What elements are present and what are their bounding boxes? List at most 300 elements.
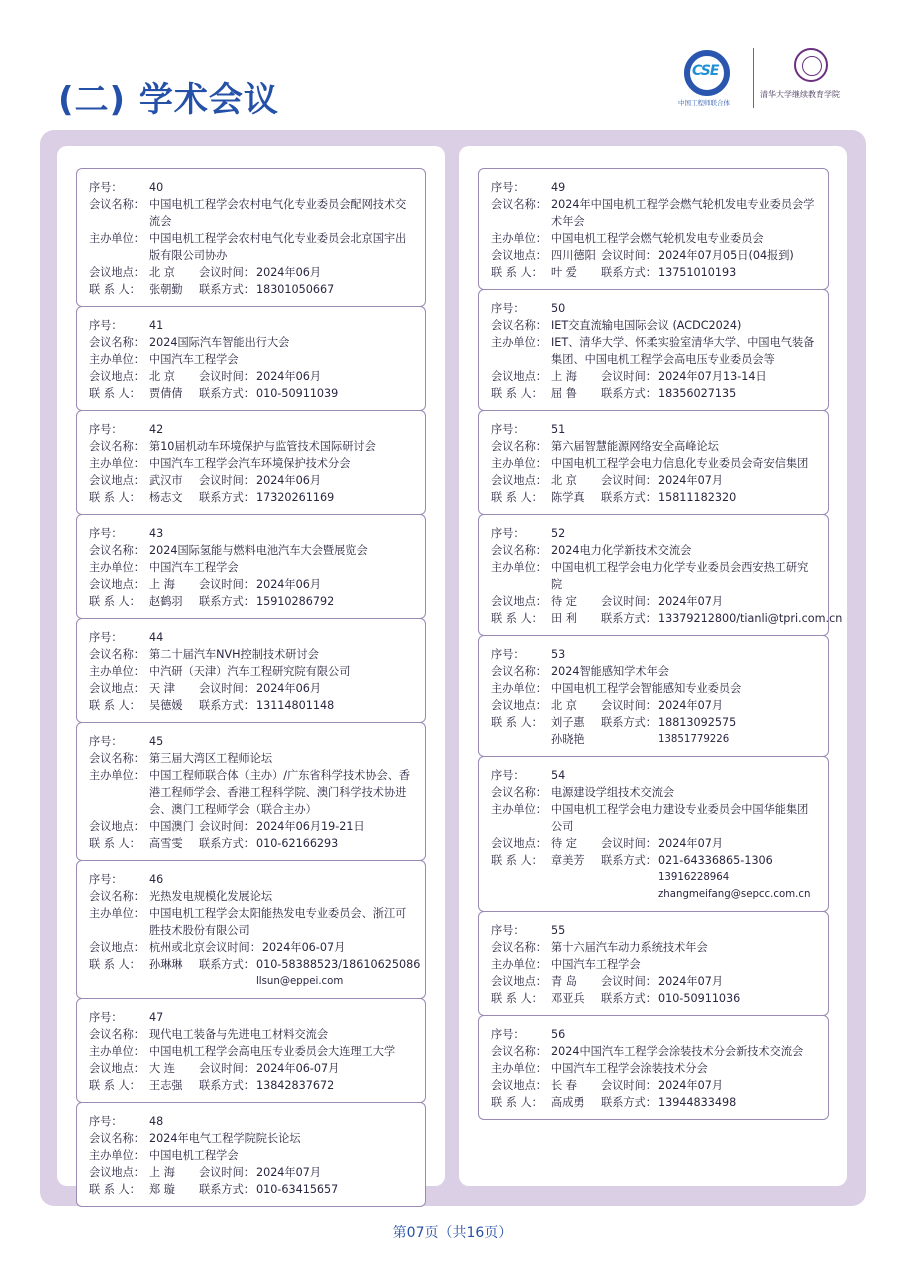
contact-phone: 010-50911036 xyxy=(657,992,741,1005)
host-organization: 中汽研（天津）汽车工程研究院有限公司 xyxy=(149,665,351,678)
card-number-row xyxy=(491,525,818,542)
conference-place: 上 海 xyxy=(149,1166,175,1179)
place-time-pair xyxy=(551,593,818,610)
contact-phone: 010-58388523/18610625086 xyxy=(255,958,421,971)
tsinghua-logo-caption: 清华大学继续教育学院 xyxy=(760,90,840,99)
place-time-row xyxy=(89,576,415,593)
time-label: 会议时间： xyxy=(199,474,255,487)
contact-phones xyxy=(256,281,334,298)
phone-label: 联系方式： xyxy=(199,1183,255,1196)
host-organization: 中国汽车工程学会 xyxy=(551,958,641,971)
contact-names xyxy=(149,835,199,852)
host-organization: 中国电机工程学会智能感知专业委员会 xyxy=(551,682,742,695)
place-time-pair xyxy=(149,818,415,835)
conference-name-label: 会议名称： xyxy=(89,752,145,765)
conference-time: 2024年06月19-21日 xyxy=(255,820,365,833)
conference-place: 四川德阳 xyxy=(551,249,596,262)
contact-phone: 010-63415657 xyxy=(255,1183,339,1196)
card-number: 41 xyxy=(149,319,164,332)
conference-place: 北 京 xyxy=(149,370,175,383)
host-organization: 中国汽车工程学会 xyxy=(149,561,239,574)
conference-place: 大 连 xyxy=(149,1062,175,1075)
contact-row xyxy=(491,264,818,281)
phone-label: 联系方式： xyxy=(199,491,255,504)
place-label: 会议地点： xyxy=(89,820,145,833)
card-number: 47 xyxy=(149,1011,164,1024)
contact-phone-pair xyxy=(149,281,415,298)
conference-time: 2024年07月 xyxy=(255,1166,322,1179)
contact-phone-pair xyxy=(149,593,415,610)
contact-phone-pair xyxy=(149,956,420,990)
conference-card xyxy=(76,860,426,999)
contact-phones xyxy=(256,385,338,402)
conference-name-label: 会议名称： xyxy=(89,1132,145,1145)
conference-name-row xyxy=(491,784,818,801)
conference-place: 待 定 xyxy=(551,595,577,608)
conference-card xyxy=(478,410,829,515)
contact-phones xyxy=(658,1094,736,1111)
contact-label: 联 系 人： xyxy=(89,491,141,504)
contact-name: 叶 爱 xyxy=(551,266,577,279)
host-organization: 中国电机工程学会太阳能热发电专业委员会、浙江可胜技术股份有限公司 xyxy=(149,907,407,937)
place-time-pair xyxy=(551,973,818,990)
place-label: 会议地点： xyxy=(491,370,547,383)
place-label: 会议地点： xyxy=(491,1079,547,1092)
card-number-row xyxy=(89,871,415,888)
host-label: 主办单位： xyxy=(89,665,145,678)
host-row xyxy=(89,905,415,939)
contact-row xyxy=(491,990,818,1007)
contact-names xyxy=(551,714,601,748)
time-label: 会议时间： xyxy=(601,249,657,262)
place-time-pair xyxy=(149,264,415,281)
contact-phone: 15910286792 xyxy=(255,595,335,608)
contact-row xyxy=(89,1181,415,1198)
place-label: 会议地点： xyxy=(491,474,547,487)
host-label: 主办单位： xyxy=(491,803,547,816)
cse-logo-caption: 中国工程师联合体 xyxy=(678,99,730,107)
contact-phone: 13842837672 xyxy=(255,1079,335,1092)
conference-name-label: 会议名称： xyxy=(491,440,547,453)
contact-phone-pair xyxy=(551,489,818,506)
contact-phone-pair xyxy=(149,385,415,402)
contact-phone: 13944833498 xyxy=(657,1096,737,1109)
conference-place: 北 京 xyxy=(551,699,577,712)
host-organization: 中国电机工程学会 xyxy=(149,1149,239,1162)
conference-name-label: 会议名称： xyxy=(89,544,145,557)
number-label: 序号： xyxy=(89,1011,123,1024)
place-label: 会议地点： xyxy=(89,578,145,591)
place-time-row xyxy=(89,939,415,956)
card-number: 42 xyxy=(149,423,164,436)
number-label: 序号： xyxy=(89,873,123,886)
phone-label: 联系方式： xyxy=(199,837,255,850)
contact-row xyxy=(89,835,415,852)
host-row xyxy=(491,455,818,472)
place-time-pair xyxy=(551,835,818,852)
number-label: 序号： xyxy=(491,924,525,937)
host-organization: 中国汽车工程学会 xyxy=(149,353,239,366)
contact-phone-pair xyxy=(551,264,818,281)
contact-name: 章美芳 xyxy=(551,854,585,867)
place-label: 会议地点： xyxy=(491,975,547,988)
contact-phone-secondary: 13851779226 xyxy=(657,734,730,745)
number-label: 序号： xyxy=(491,527,525,540)
conference-name-row xyxy=(491,542,818,559)
conference-name: 2024国际汽车智能出行大会 xyxy=(149,336,290,349)
contact-names xyxy=(149,956,199,990)
place-time-pair xyxy=(551,697,818,714)
header-logos xyxy=(678,46,868,116)
contact-label: 联 系 人： xyxy=(491,266,543,279)
number-label: 序号： xyxy=(491,1028,525,1041)
card-number: 44 xyxy=(149,631,164,644)
contact-phones xyxy=(658,610,842,627)
host-organization: 中国电机工程学会高电压专业委员会大连理工大学 xyxy=(149,1045,396,1058)
conference-name-label: 会议名称： xyxy=(89,890,145,903)
conference-place: 北 京 xyxy=(149,266,175,279)
card-number: 53 xyxy=(551,648,566,661)
contact-name: 杨志文 xyxy=(149,491,183,504)
contact-phones xyxy=(256,956,420,990)
host-organization: 中国汽车工程学会汽车环境保护技术分会 xyxy=(149,457,351,470)
conference-name: 第十六届汽车动力系统技术年会 xyxy=(551,941,708,954)
place-time-pair xyxy=(149,368,415,385)
place-label: 会议地点： xyxy=(491,249,547,262)
conference-place: 长 春 xyxy=(551,1079,577,1092)
phone-label: 联系方式： xyxy=(601,387,657,400)
phone-label: 联系方式： xyxy=(601,992,657,1005)
host-label: 主办单位： xyxy=(491,958,547,971)
contact-phones xyxy=(658,714,736,748)
contact-row xyxy=(491,489,818,506)
place-time-row xyxy=(89,1060,415,1077)
time-label: 会议时间： xyxy=(199,1166,255,1179)
contact-phone-pair xyxy=(551,990,818,1007)
place-label: 会议地点： xyxy=(491,699,547,712)
conference-name-row xyxy=(491,1043,818,1060)
contact-names xyxy=(149,593,199,610)
number-label: 序号： xyxy=(491,769,525,782)
host-label: 主办单位： xyxy=(491,1062,547,1075)
conference-place: 天 津 xyxy=(149,682,175,695)
conference-card xyxy=(478,635,829,757)
contact-name: 孙琳琳 xyxy=(149,958,183,971)
card-number: 40 xyxy=(149,181,164,194)
left-column xyxy=(76,168,426,1207)
number-label: 序号： xyxy=(89,1115,123,1128)
host-label: 主办单位： xyxy=(89,769,145,782)
contact-phones xyxy=(256,697,334,714)
time-label: 会议时间： xyxy=(601,837,657,850)
conference-time: 2024年06-07月 xyxy=(261,941,346,954)
page-footer: 第07页（共16页） xyxy=(392,1225,513,1241)
place-time-pair xyxy=(149,939,415,956)
card-number-row xyxy=(89,525,415,542)
conference-place: 上 海 xyxy=(551,370,577,383)
phone-label: 联系方式： xyxy=(199,958,255,971)
contact-phone-secondary: llsun@eppei.com xyxy=(255,976,344,987)
host-row xyxy=(89,663,415,680)
contact-phone: 010-50911039 xyxy=(255,387,339,400)
contact-name: 王志强 xyxy=(149,1079,183,1092)
contact-row xyxy=(491,714,818,748)
place-time-row xyxy=(89,680,415,697)
conference-name: 2024智能感知学术年会 xyxy=(551,665,669,678)
place-time-pair xyxy=(149,1060,415,1077)
contact-phone: 18813092575 xyxy=(657,716,737,729)
number-label: 序号： xyxy=(89,319,123,332)
contact-phones xyxy=(256,1181,338,1198)
place-time-row xyxy=(491,973,818,990)
host-organization: 中国电机工程学会农村电气化专业委员会北京国宇出版有限公司协办 xyxy=(149,232,407,262)
conference-name-label: 会议名称： xyxy=(491,941,547,954)
conference-card xyxy=(76,722,426,861)
place-time-row xyxy=(491,247,818,264)
contact-name-secondary: 孙晓艳 xyxy=(551,733,585,746)
contact-label: 联 系 人： xyxy=(491,992,543,1005)
card-number: 50 xyxy=(551,302,566,315)
number-label: 序号： xyxy=(89,423,123,436)
place-label: 会议地点： xyxy=(89,941,145,954)
card-number: 52 xyxy=(551,527,566,540)
host-label: 主办单位： xyxy=(89,1149,145,1162)
conference-time: 2024年07月 xyxy=(657,474,724,487)
conference-name-row xyxy=(89,1026,415,1043)
contact-row xyxy=(491,385,818,402)
conference-name-row xyxy=(89,334,415,351)
time-label: 会议时间： xyxy=(199,820,255,833)
time-label: 会议时间： xyxy=(601,595,657,608)
phone-label: 联系方式： xyxy=(601,854,657,867)
seal-icon xyxy=(794,48,828,82)
place-time-pair xyxy=(551,1077,818,1094)
conference-place: 上 海 xyxy=(149,578,175,591)
contact-label: 联 系 人： xyxy=(491,491,543,504)
place-label: 会议地点： xyxy=(491,837,547,850)
host-row xyxy=(89,455,415,472)
phone-label: 联系方式： xyxy=(199,699,255,712)
place-label: 会议地点： xyxy=(89,370,145,383)
number-label: 序号： xyxy=(89,527,123,540)
host-row xyxy=(491,1060,818,1077)
card-number-row xyxy=(491,767,818,784)
phone-label: 联系方式： xyxy=(601,716,657,729)
conference-time: 2024年07月 xyxy=(657,975,724,988)
card-number-row xyxy=(491,922,818,939)
conference-time: 2024年06月 xyxy=(255,266,322,279)
host-label: 主办单位： xyxy=(491,682,547,695)
contact-row xyxy=(89,489,415,506)
contact-phone: 021-64336865-1306 xyxy=(657,854,773,867)
conference-card xyxy=(76,1102,426,1207)
host-row xyxy=(89,230,415,264)
contact-phone-pair xyxy=(149,835,415,852)
contact-name: 田 利 xyxy=(551,612,577,625)
place-time-row xyxy=(491,697,818,714)
contact-label: 联 系 人： xyxy=(491,1096,543,1109)
place-time-row xyxy=(491,593,818,610)
conference-name-row xyxy=(89,438,415,455)
number-label: 序号： xyxy=(89,631,123,644)
number-label: 序号： xyxy=(491,181,525,194)
number-label: 序号： xyxy=(491,648,525,661)
time-label: 会议时间： xyxy=(601,474,657,487)
conference-card xyxy=(478,289,829,411)
contact-names xyxy=(551,1094,601,1111)
place-time-row xyxy=(491,368,818,385)
number-label: 序号： xyxy=(491,423,525,436)
contact-label: 联 系 人： xyxy=(89,837,141,850)
number-label: 序号： xyxy=(89,735,123,748)
place-time-row xyxy=(89,264,415,281)
card-number-row xyxy=(491,300,818,317)
conference-time: 2024年06月 xyxy=(255,578,322,591)
conference-name: 第二十届汽车NVH控制技术研讨会 xyxy=(149,648,319,661)
contact-phones xyxy=(658,264,736,281)
conference-name-row xyxy=(491,317,818,334)
conference-card xyxy=(76,306,426,411)
conference-card xyxy=(478,911,829,1016)
card-number: 55 xyxy=(551,924,566,937)
contact-row xyxy=(89,385,415,402)
contact-row xyxy=(89,593,415,610)
conference-card xyxy=(478,1015,829,1120)
contact-label: 联 系 人： xyxy=(89,1079,141,1092)
conference-name: 电源建设学组技术交流会 xyxy=(551,786,675,799)
conference-time: 2024年07月 xyxy=(657,1079,724,1092)
card-number: 48 xyxy=(149,1115,164,1128)
place-time-pair xyxy=(551,368,818,385)
conference-name: 中国电机工程学会农村电气化专业委员会配网技术交流会 xyxy=(149,198,407,228)
conference-time: 2024年07月 xyxy=(657,595,724,608)
host-organization: IET、清华大学、怀柔实验室清华大学、中国电气装备集团、中国电机工程学会高电压专业委员会等 xyxy=(551,336,815,366)
host-row xyxy=(491,559,818,593)
conference-time: 2024年07月05日(04报到) xyxy=(657,249,794,262)
contact-names xyxy=(149,1181,199,1198)
conference-name-label: 会议名称： xyxy=(89,198,145,211)
card-number: 56 xyxy=(551,1028,566,1041)
time-label: 会议时间： xyxy=(601,975,657,988)
phone-label: 联系方式： xyxy=(199,283,255,296)
host-row xyxy=(491,680,818,697)
time-label: 会议时间： xyxy=(601,370,657,383)
host-label: 主办单位： xyxy=(89,457,145,470)
contact-names xyxy=(551,489,601,506)
contact-names xyxy=(149,1077,199,1094)
card-number: 51 xyxy=(551,423,566,436)
contact-phone: 18356027135 xyxy=(657,387,737,400)
contact-label: 联 系 人： xyxy=(491,854,543,867)
place-time-row xyxy=(491,835,818,852)
contact-phone: 010-62166293 xyxy=(255,837,339,850)
contact-phones xyxy=(256,1077,334,1094)
conference-time: 2024年07月13-14日 xyxy=(657,370,767,383)
card-number: 46 xyxy=(149,873,164,886)
host-row xyxy=(89,1147,415,1164)
number-label: 序号： xyxy=(491,302,525,315)
conference-card xyxy=(76,410,426,515)
card-number-row xyxy=(89,1009,415,1026)
card-number: 54 xyxy=(551,769,566,782)
conference-name-label: 会议名称： xyxy=(89,648,145,661)
host-label: 主办单位： xyxy=(491,561,547,574)
contact-names xyxy=(149,281,199,298)
conference-name: 第10届机动车环境保护与监管技术国际研讨会 xyxy=(149,440,376,453)
conference-card xyxy=(76,618,426,723)
contact-phone: 15811182320 xyxy=(657,491,737,504)
time-label: 会议时间： xyxy=(601,699,657,712)
contact-name: 赵鹤羽 xyxy=(149,595,183,608)
host-row xyxy=(89,351,415,368)
contact-phones xyxy=(658,990,740,1007)
conference-time: 2024年06月 xyxy=(255,370,322,383)
conference-card xyxy=(76,168,426,307)
contact-phone: 13114801148 xyxy=(255,699,335,712)
host-row xyxy=(491,334,818,368)
conference-name-row xyxy=(89,542,415,559)
host-label: 主办单位： xyxy=(89,907,145,920)
contact-phone-pair xyxy=(149,1077,415,1094)
place-label: 会议地点： xyxy=(491,595,547,608)
place-time-row xyxy=(89,368,415,385)
conference-place: 青 岛 xyxy=(551,975,577,988)
phone-label: 联系方式： xyxy=(601,491,657,504)
contact-label: 联 系 人： xyxy=(89,283,141,296)
contact-label: 联 系 人： xyxy=(491,716,543,729)
conference-name-label: 会议名称： xyxy=(491,786,547,799)
contact-phone-pair xyxy=(551,714,818,748)
conference-name-label: 会议名称： xyxy=(491,544,547,557)
conference-time: 2024年07月 xyxy=(657,699,724,712)
contact-phone: 13379212800/tianli@tpri.com.cn xyxy=(657,612,843,625)
host-label: 主办单位： xyxy=(491,457,547,470)
card-number-row xyxy=(89,1113,415,1130)
logo-divider xyxy=(753,48,754,108)
place-label: 会议地点： xyxy=(89,266,145,279)
conference-name-row xyxy=(89,1130,415,1147)
conference-name-row xyxy=(89,196,415,230)
conference-name: 第三届大湾区工程师论坛 xyxy=(149,752,273,765)
conference-card xyxy=(478,168,829,290)
conference-name: 2024年中国电机工程学会燃气轮机发电专业委员会学术年会 xyxy=(551,198,815,228)
contact-name: 贾倩倩 xyxy=(149,387,183,400)
card-number: 45 xyxy=(149,735,164,748)
contact-name: 高成勇 xyxy=(551,1096,585,1109)
contact-phone-pair xyxy=(149,1181,415,1198)
host-organization: 中国电机工程学会燃气轮机发电专业委员会 xyxy=(551,232,764,245)
time-label: 会议时间： xyxy=(204,941,261,954)
conference-name: 第六届智慧能源网络安全高峰论坛 xyxy=(551,440,719,453)
host-organization: 中国电机工程学会电力建设专业委员会中国华能集团公司 xyxy=(551,803,809,833)
contact-email: zhangmeifang@sepcc.com.cn xyxy=(657,889,811,900)
contact-phone: 18301050667 xyxy=(255,283,335,296)
conference-name-row xyxy=(89,750,415,767)
card-number-row xyxy=(491,421,818,438)
conference-time: 2024年06月 xyxy=(255,682,322,695)
place-time-pair xyxy=(149,680,415,697)
conference-time: 2024年07月 xyxy=(657,837,724,850)
host-organization: 中国汽车工程学会涂装技术分会 xyxy=(551,1062,708,1075)
card-number-row xyxy=(491,179,818,196)
contact-phones xyxy=(658,489,736,506)
conference-name: IET交直流输电国际会议 (ACDC2024) xyxy=(551,319,742,332)
place-time-pair xyxy=(149,576,415,593)
conference-name-row xyxy=(491,438,818,455)
conference-name: 2024中国汽车工程学会涂装技术分会新技术交流会 xyxy=(551,1045,804,1058)
host-label: 主办单位： xyxy=(89,1045,145,1058)
contact-names xyxy=(149,697,199,714)
